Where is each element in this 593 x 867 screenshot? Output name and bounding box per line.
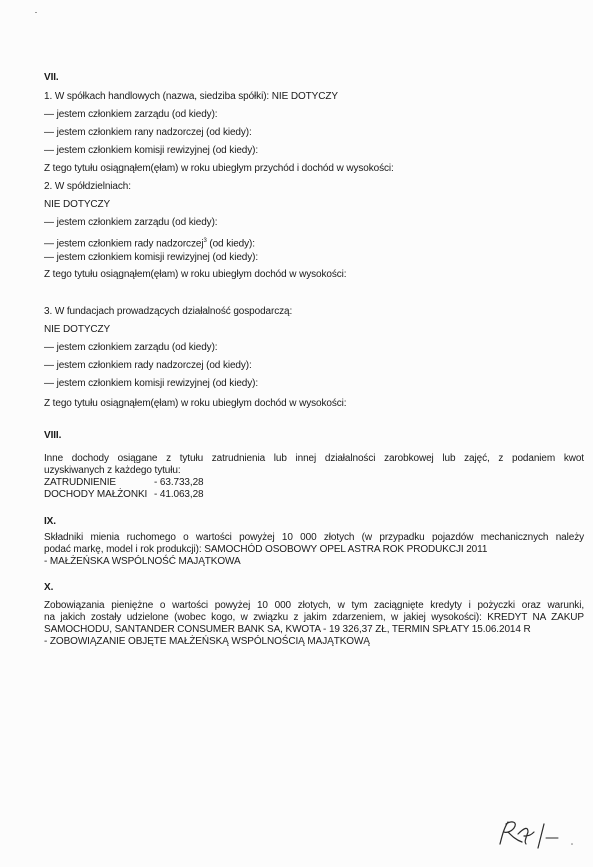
vii-coop-supervisory-line bbox=[44, 235, 255, 250]
x-liabilities-line: Zobowiązania pieniężne o wartości powyżej 10 000 złotych, w tym zaciągnięte kredyty i pożyczki oraz warunki, bbox=[44, 600, 584, 611]
vii-coop-income-line: Z tego tytułu osiągnąłem(ęłam) w roku ubiegłym dochód w wysokości: bbox=[44, 269, 347, 280]
vii-found-supervisory-line: — jestem członkiem rady nadzorczej (od kiedy): bbox=[44, 360, 252, 371]
vii-coop-supervisory-text: — jestem członkiem rady nadzorczej bbox=[44, 238, 204, 250]
scan-speck bbox=[35, 12, 37, 13]
vii-cooperatives-line: 2. W spółdzielniach: bbox=[44, 181, 131, 192]
vii-found-income-line: Z tego tytułu osiągnąłem(ęłam) w roku ubiegłym dochód w wysokości: bbox=[44, 398, 347, 409]
footnote-marker: 3 bbox=[203, 238, 207, 244]
signature-initials bbox=[488, 814, 578, 854]
x-joint-liability-line: - ZOBOWIĄZANIE OBJĘTE MAŁŻEŃSKĄ WSPÓLNOŚCIĄ MAJĄTKOWĄ bbox=[44, 636, 370, 647]
viii-spouse-income-row bbox=[44, 489, 204, 501]
vii-foundations-line: 3. W fundacjach prowadzących działalność gospodarczą: bbox=[44, 306, 293, 317]
viii-other-income-line: Inne dochody osiągane z tytułu zatrudnienia lub innej działalności zarobkowej lub zajęć, z podaniem kwot bbox=[44, 453, 584, 464]
vii-coop-audit-line: — jestem członkiem komisji rewizyjnej (od kiedy): bbox=[44, 252, 259, 263]
ix-vehicle-line: podać markę, model i rok produkcji): SAMOCHÓD OSOBOWY OPEL ASTRA ROK PRODUKCJI 2011 bbox=[44, 544, 488, 555]
section-viii-heading: VIII. bbox=[44, 430, 62, 441]
x-credit-line: SAMOCHODU, SANTANDER CONSUMER BANK SA, KWOTA - 19 326,37 ZŁ, TERMIN SPŁATY 15.06.2014 R bbox=[44, 624, 531, 635]
spouse-income-value: - 41.063,28 bbox=[154, 489, 204, 500]
section-x-heading: X. bbox=[44, 582, 54, 593]
spouse-income-label: DOCHODY MAŁŻONKI bbox=[44, 489, 148, 500]
ix-joint-property-line: - MAŁŻEŃSKA WSPÓLNOŚĆ MAJĄTKOWA bbox=[44, 556, 241, 567]
viii-each-title-line: uzyskiwanych z każdego tytułu: bbox=[44, 465, 181, 476]
vii-supervisory-line: — jestem członkiem rany nadzorczej (od kiedy): bbox=[44, 127, 252, 138]
vii-found-board-line: — jestem członkiem zarządu (od kiedy): bbox=[44, 342, 218, 353]
x-conditions-line: na jakich zostały udzielone (wobec kogo, w związku z jakim zdarzeniem, w jakiej wysokości): KREDYT NA ZAKUP bbox=[44, 612, 584, 623]
vii-board-member-line: — jestem członkiem zarządu (od kiedy): bbox=[44, 109, 218, 120]
employment-label: ZATRUDNIENIE bbox=[44, 477, 116, 488]
employment-value: - 63.733,28 bbox=[154, 477, 204, 488]
vii-companies-line: 1. W spółkach handlowych (nazwa, siedziba spółki): NIE DOTYCZY bbox=[44, 91, 338, 102]
ix-movable-property-line: Składniki mienia ruchomego o wartości powyżej 10 000 złotych (w przypadku pojazdów mechanicznych należy bbox=[44, 532, 584, 543]
vii-audit-committee-line: — jestem członkiem komisji rewizyjnej (od kiedy): bbox=[44, 145, 259, 156]
vii-income-line: Z tego tytułu osiągnąłem(ęłam) w roku ubiegłym przychód i dochód w wysokości: bbox=[44, 163, 394, 174]
vii-coop-supervisory-since: (od kiedy): bbox=[206, 238, 255, 250]
section-vii-heading: VII. bbox=[44, 72, 59, 83]
vii-found-audit-line: — jestem członkiem komisji rewizyjnej (od kiedy): bbox=[44, 378, 259, 389]
vii-cooperatives-na: NIE DOTYCZY bbox=[44, 199, 111, 210]
section-ix-heading: IX. bbox=[44, 516, 56, 527]
viii-employment-row bbox=[44, 477, 204, 489]
vii-foundations-na: NIE DOTYCZY bbox=[44, 324, 111, 335]
vii-coop-board-line: — jestem członkiem zarządu (od kiedy): bbox=[44, 217, 218, 228]
